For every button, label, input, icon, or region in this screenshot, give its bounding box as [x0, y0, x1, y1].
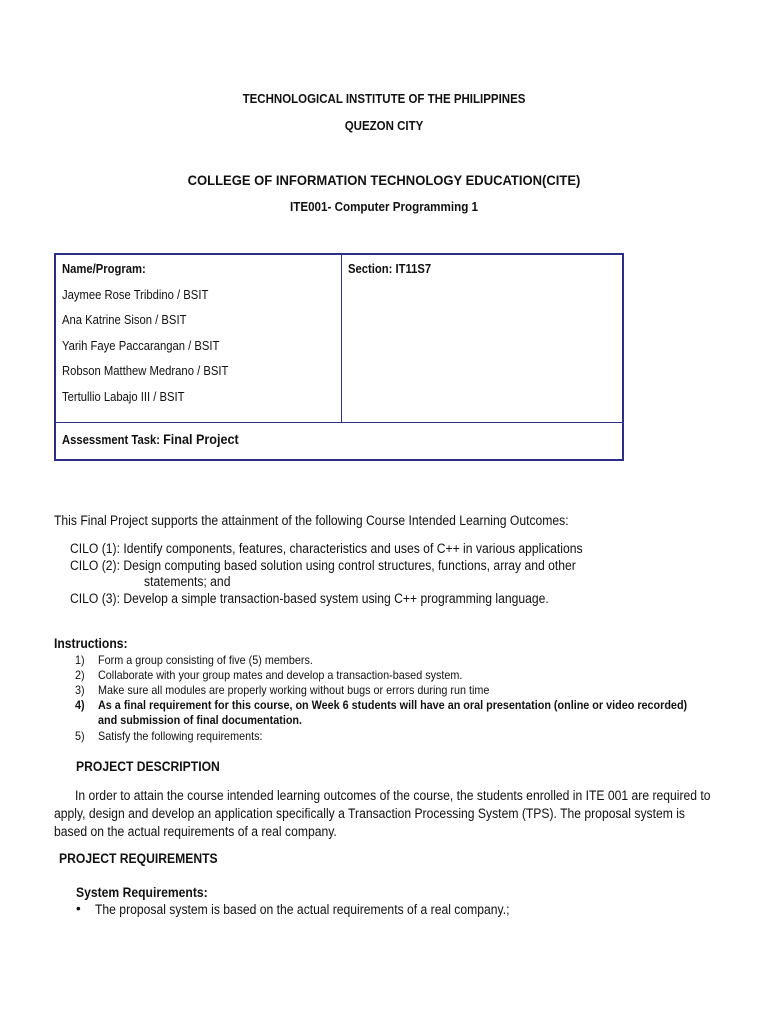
- list-number: 5): [75, 729, 85, 743]
- name-program-cell: [56, 255, 342, 422]
- instruction-item-bold: As a final requirement for this course, on Week 6 students will have an oral presentation (online or video recorded): [98, 698, 688, 712]
- list-number: 3): [75, 683, 85, 697]
- project-requirements-heading: PROJECT REQUIREMENTS: [59, 851, 218, 866]
- instruction-item: Make sure all modules are properly working without bugs or errors during run time: [98, 683, 490, 697]
- name-program-label: Name/Program:: [62, 262, 146, 276]
- instruction-item: Satisfy the following requirements:: [98, 729, 263, 743]
- section-cell: [342, 255, 624, 422]
- system-requirements-heading: System Requirements:: [76, 885, 208, 900]
- intro-paragraph: This Final Project supports the attainment of the following Course Intended Learning Outcomes:: [54, 513, 569, 528]
- description-line-2: apply, design and develop an application specifically a Transaction Processing System (TPS). The proposal system is: [54, 806, 685, 821]
- cilo-2: CILO (2): Design computing based solution using control structures, functions, array and other: [70, 558, 576, 573]
- cilo-2-continued: statements; and: [144, 574, 231, 589]
- instruction-item-bold-continued: and submission of final documentation.: [98, 713, 303, 727]
- bullet-icon: •: [76, 901, 81, 916]
- course-title: ITE001- Computer Programming 1: [290, 200, 478, 214]
- list-number: 4): [75, 698, 85, 712]
- list-number: 2): [75, 668, 85, 682]
- info-table: [54, 253, 624, 461]
- list-number: 1): [75, 653, 85, 667]
- project-description-heading: PROJECT DESCRIPTION: [76, 759, 220, 774]
- instruction-item: Form a group consisting of five (5) members.: [98, 653, 313, 667]
- description-line-1: In order to attain the course intended learning outcomes of the course, the students enrolled in ITE 001 are required to: [75, 788, 711, 803]
- member-name: Ana Katrine Sison / BSIT: [62, 313, 187, 327]
- institute-name: TECHNOLOGICAL INSTITUTE OF THE PHILIPPINES: [242, 92, 526, 106]
- system-requirement-item: The proposal system is based on the actual requirements of a real company.;: [95, 902, 510, 917]
- cilo-3: CILO (3): Develop a simple transaction-based system using C++ programming language.: [70, 591, 549, 606]
- assessment-task-label: [62, 431, 239, 447]
- assessment-task-value: Final Project: [163, 431, 239, 447]
- member-name: Yarih Faye Paccarangan / BSIT: [62, 339, 220, 353]
- instructions-heading: Instructions:: [54, 636, 128, 651]
- college-name: COLLEGE OF INFORMATION TECHNOLOGY EDUCATION(CITE): [187, 172, 581, 188]
- city-name: QUEZON CITY: [344, 119, 424, 133]
- instruction-item: Collaborate with your group mates and develop a transaction-based system.: [98, 668, 463, 682]
- section-label: Section: IT11S7: [348, 262, 432, 276]
- member-name: Tertullio Labajo III / BSIT: [62, 390, 185, 404]
- assessment-task-prefix: Assessment Task:: [62, 433, 164, 447]
- member-name: Jaymee Rose Tribdino / BSIT: [62, 288, 209, 302]
- assessment-task-cell: [56, 422, 624, 461]
- cilo-1: CILO (1): Identify components, features, characteristics and uses of C++ in various applications: [70, 541, 583, 556]
- member-name: Robson Matthew Medrano / BSIT: [62, 364, 229, 378]
- description-line-3: based on the actual requirements of a real company.: [54, 824, 337, 839]
